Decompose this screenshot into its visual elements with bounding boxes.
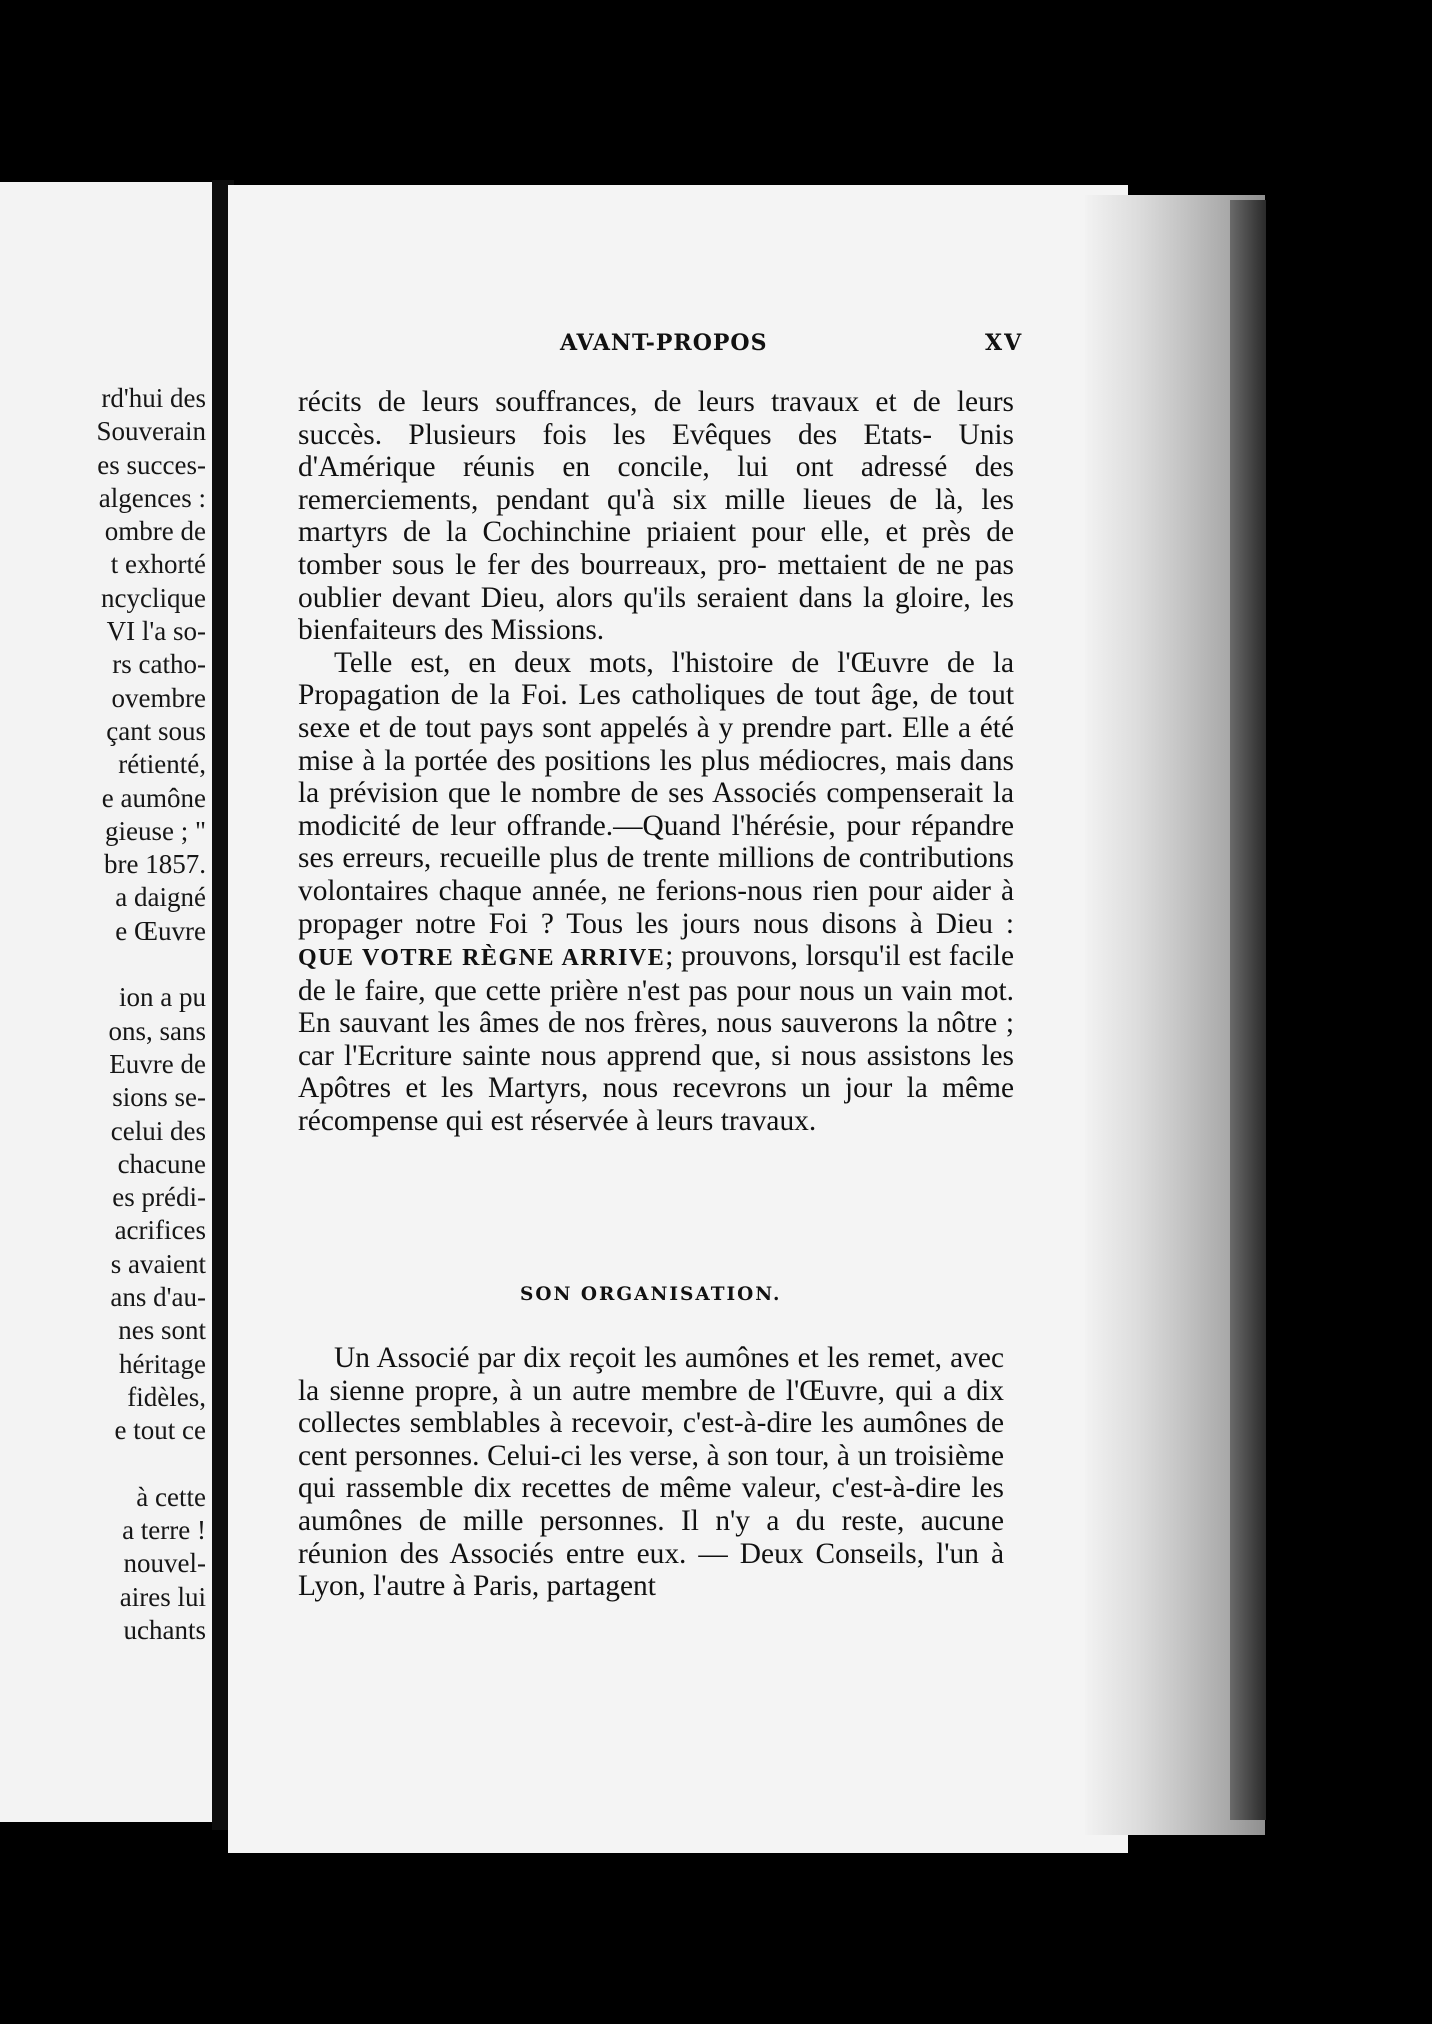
left-page-line: a terre !	[122, 1515, 206, 1546]
left-page-line: VI l'a so-	[106, 616, 206, 647]
paragraph-3: Un Associé par dix reçoit les aumônes et les remet, avec la sienne propre, à un autre membre de l'Œuvre, qui a dix collectes semblables à recevoir, c'est-à-dire les aumônes de cent personnes. Celui-ci les verse, à son tour, à un troisième qui rassemble dix recettes de même valeur, c'est-à-dire les aumônes de mille personnes. Il n'y a du reste, aucune réunion des Associés entre eux. — Deux Conseils, l'un à Lyon, l'autre à Paris, partagent	[298, 1342, 1004, 1603]
paragraph-2-end: ; prouvons, lorsqu'il est facile de le faire, que cette prière n'est pas pour nous un vain mot. En sauvant les âmes de nos frères, nous sauverons la nôtre ; car l'Ecriture sainte nous apprend que, si nous assistons les Apôtres et les Martyrs, nous recevrons un jour la même récompense qui est réservée à leurs travaux.	[298, 940, 1014, 1138]
left-page-line: bre 1857.	[104, 849, 206, 880]
running-head: AVANT-PROPOS	[560, 330, 768, 356]
left-page-line: à cette	[136, 1481, 206, 1512]
left-page-line: e aumône	[101, 782, 206, 813]
left-page-line: Euvre de	[109, 1048, 206, 1079]
left-page-line: héritage	[119, 1348, 206, 1379]
left-page-line: nouvel-	[123, 1548, 206, 1579]
section-heading: SON ORGANISATION.	[520, 1284, 782, 1305]
left-facing-page	[0, 182, 212, 1822]
paragraph-1-line: des remerciements, pendant qu'à six mille lieues de	[298, 451, 1014, 516]
page-edge-shadow	[1230, 200, 1266, 1820]
left-page-line: e tout ce	[114, 1415, 206, 1446]
page-number: XV	[985, 330, 1024, 356]
paragraph-1-line: seraient dans la gloire, les bienfaiteurs des Missions.	[298, 581, 1014, 647]
left-page-line: nes sont	[118, 1315, 206, 1346]
left-page-line: s avaient	[110, 1248, 206, 1279]
paragraph-1-line: là, les martyrs de la Cochinchine priaient pour elle,	[298, 483, 1014, 549]
paragraph-1-line: leurs succès. Plusieurs fois les Evêques des Etats-	[298, 386, 1014, 451]
left-page-line: çant sous	[106, 715, 206, 746]
left-page-line: rd'hui des	[101, 383, 206, 413]
left-page-line: sions se-	[112, 1082, 206, 1113]
left-page-line: celui des	[110, 1115, 206, 1146]
left-page-line: t exhorté	[110, 549, 206, 580]
prayer-quote: QUE VOTRE RÈGNE ARRIVE	[298, 945, 666, 972]
left-page-line: ovembre	[111, 682, 206, 713]
left-page-line: chacune	[117, 1148, 206, 1179]
left-page-line: rs catho-	[112, 649, 206, 680]
left-page-line: aires lui	[119, 1581, 206, 1612]
left-page-line: rétienté,	[118, 749, 206, 780]
left-page-line: uchants	[123, 1614, 206, 1645]
paragraph-1-line: mettaient de ne pas oublier devant Dieu, alors qu'ils	[298, 548, 1014, 614]
paragraph-1	[298, 386, 1014, 647]
left-page-line: es prédi-	[112, 1182, 206, 1213]
left-page-line: algences :	[98, 482, 206, 513]
paragraph-2-start: Telle est, en deux mots, l'histoire de l'Œuvre de la Propagation de la Foi. Les catholiques de tout âge, de tout sexe et de tout pays sont appelés à y prendre part. Elle a été mise à la portée des positions les plus médiocres, mais dans la prévision que le nombre de ses Associés compenserait la modicité de leur offrande.—Quand l'hérésie, pour répandre ses erreurs, recueille plus de trente millions de contributions volontaires chaque année, ne ferions-nous rien pour aider à propager notre Foi ? Tous les jours nous disons à Dieu :	[298, 646, 1014, 940]
paragraph-1-line: récits de leurs souffrances, de leurs travaux et de	[298, 386, 957, 418]
left-page-line: ons, sans	[108, 1015, 206, 1046]
left-page-line	[6, 1448, 206, 1481]
organisation-text-block	[298, 1342, 1004, 1603]
left-page-line: ion a pu	[119, 982, 206, 1013]
left-page-line: ncyclique	[101, 582, 206, 613]
left-page-line: gieuse ; "	[105, 815, 206, 846]
left-page-line: acrifices	[114, 1215, 206, 1246]
left-page-text	[6, 382, 206, 1647]
left-page-line: ombre de	[104, 516, 206, 547]
paragraph-1-line: Unis d'Amérique réunis en concile, lui ont adressé	[298, 418, 1014, 484]
paragraph-1-line: et près de tomber sous le fer des bourreaux, pro-	[298, 516, 1014, 581]
paragraph-2	[298, 647, 1014, 1138]
left-page-line: Souverain	[96, 416, 206, 447]
main-text-block	[298, 386, 1014, 1138]
left-page-line: a daigné	[115, 882, 206, 913]
left-page-line: fidèles,	[127, 1381, 206, 1412]
left-page-line: es succes-	[97, 449, 206, 480]
left-page-line: ans d'au-	[110, 1282, 206, 1313]
left-page-line: e Œuvre	[115, 915, 206, 946]
left-page-line	[6, 948, 206, 981]
